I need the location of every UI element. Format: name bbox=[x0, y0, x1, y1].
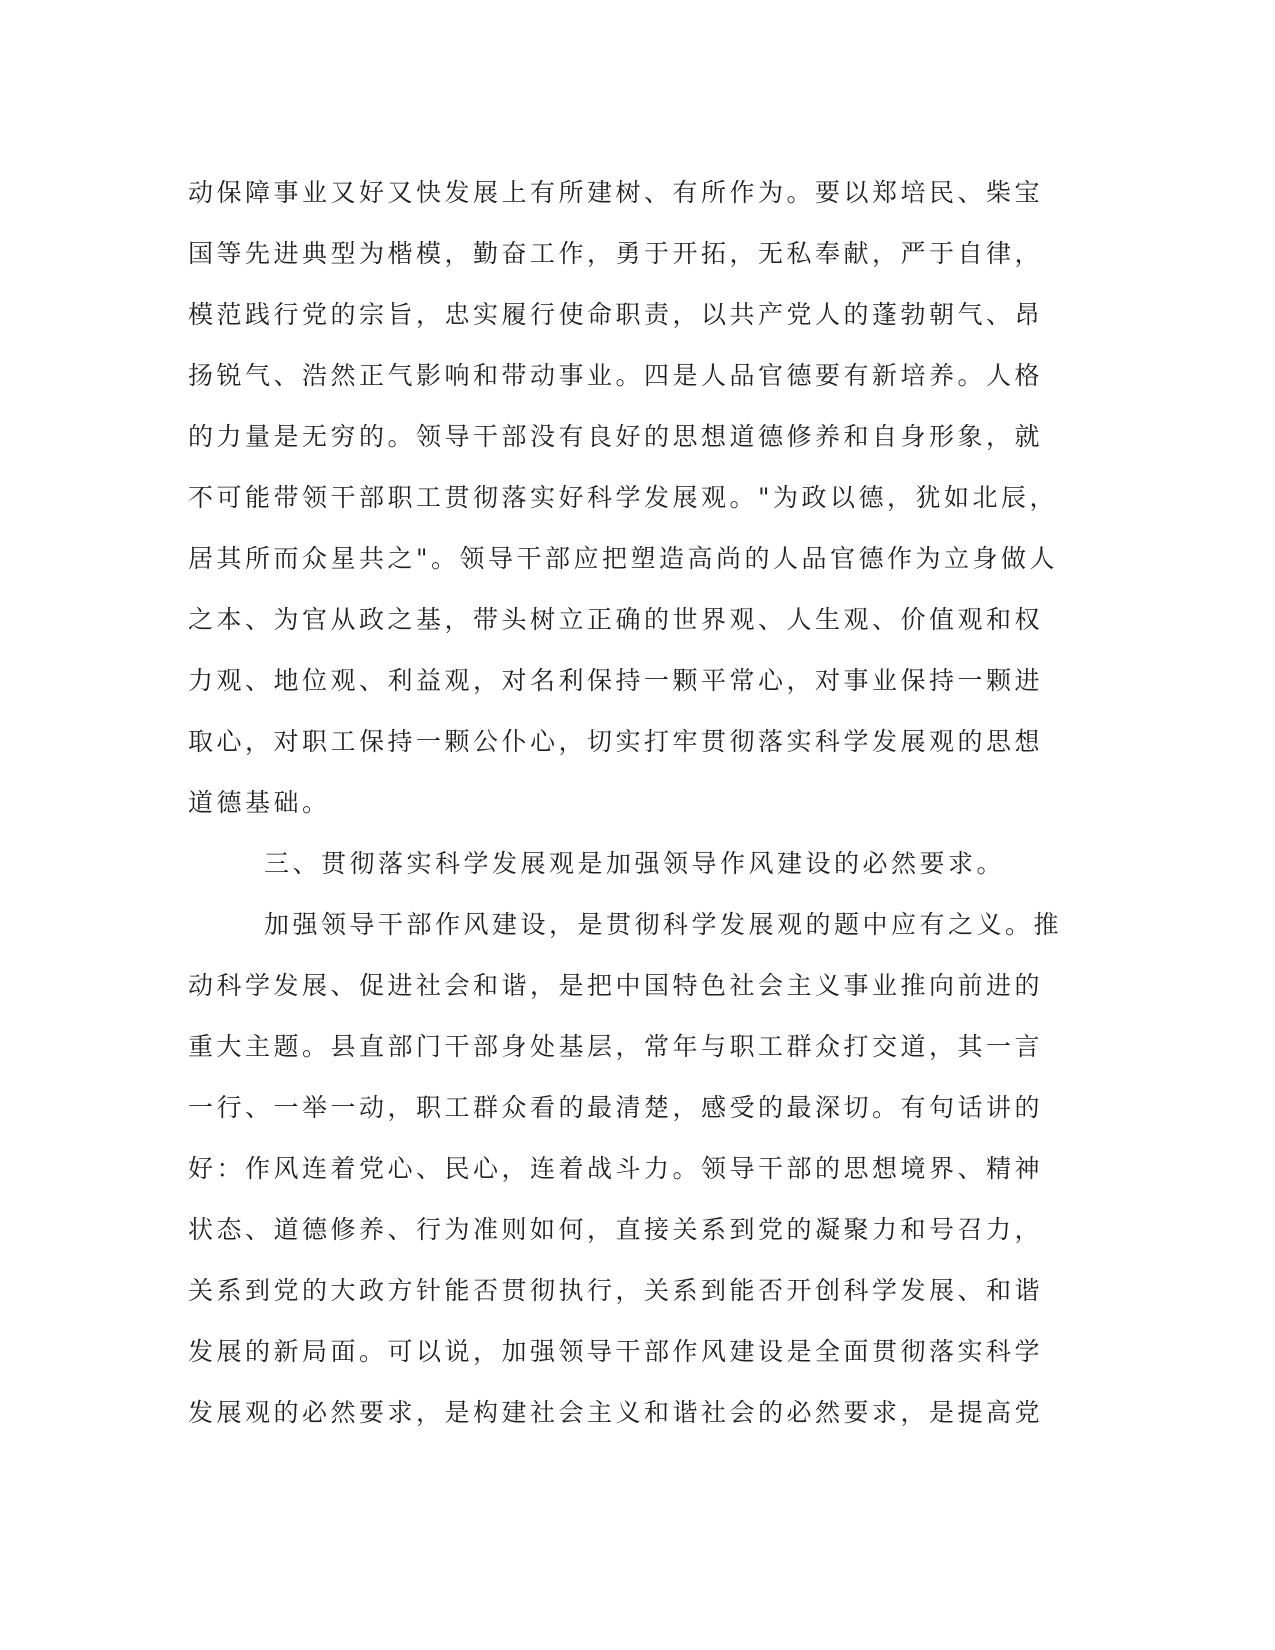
text-line: 发展观的必然要求，是构建社会主义和谐社会的必然要求，是提高党 bbox=[188, 1398, 1044, 1427]
body-text bbox=[188, 162, 1088, 1443]
text-line: 动科学发展、促进社会和谐，是把中国特色社会主义事业推向前进的 bbox=[188, 971, 1044, 1000]
text-line: 道德基础。 bbox=[188, 788, 331, 817]
text-line: 重大主题。县直部门干部身处基层，常年与职工群众打交道，其一言 bbox=[188, 1032, 1044, 1061]
text-line: 一行、一举一动，职工群众看的最清楚，感受的最深切。有句话讲的 bbox=[188, 1093, 1044, 1122]
text-line: 好：作风连着党心、民心，连着战斗力。领导干部的思想境界、精神 bbox=[188, 1154, 1044, 1183]
text-line: 居其所而众星共之"。领导干部应把塑造高尚的人品官德作为立身做人 bbox=[188, 544, 1059, 573]
section-heading: 三、贯彻落实科学发展观是加强领导作风建设的必然要求。 bbox=[264, 849, 1006, 878]
text-line: 的力量是无穷的。领导干部没有良好的思想道德修养和自身形象，就 bbox=[188, 422, 1044, 451]
text-line: 加强领导干部作风建设，是贯彻科学发展观的题中应有之义。推 bbox=[264, 910, 1063, 939]
text-line: 不可能带领干部职工贯彻落实好科学发展观。"为政以德，犹如北辰， bbox=[188, 483, 1059, 512]
text-line: 取心，对职工保持一颗公仆心，切实打牢贯彻落实科学发展观的思想 bbox=[188, 727, 1044, 756]
text-line: 状态、道德修养、行为准则如何，直接关系到党的凝聚力和号召力， bbox=[188, 1215, 1044, 1244]
text-line: 关系到党的大政方针能否贯彻执行，关系到能否开创科学发展、和谐 bbox=[188, 1276, 1044, 1305]
text-line: 发展的新局面。可以说，加强领导干部作风建设是全面贯彻落实科学 bbox=[188, 1337, 1044, 1366]
text-line: 动保障事业又好又快发展上有所建树、有所作为。要以郑培民、柴宝 bbox=[188, 178, 1044, 207]
text-line: 模范践行党的宗旨，忠实履行使命职责，以共产党人的蓬勃朝气、昂 bbox=[188, 300, 1044, 329]
text-line: 国等先进典型为楷模，勤奋工作，勇于开拓，无私奉献，严于自律， bbox=[188, 239, 1044, 268]
text-line: 力观、地位观、利益观，对名利保持一颗平常心，对事业保持一颗进 bbox=[188, 666, 1044, 695]
text-line: 扬锐气、浩然正气影响和带动事业。四是人品官德要有新培养。人格 bbox=[188, 361, 1044, 390]
text-line: 之本、为官从政之基，带头树立正确的世界观、人生观、价值观和权 bbox=[188, 605, 1044, 634]
